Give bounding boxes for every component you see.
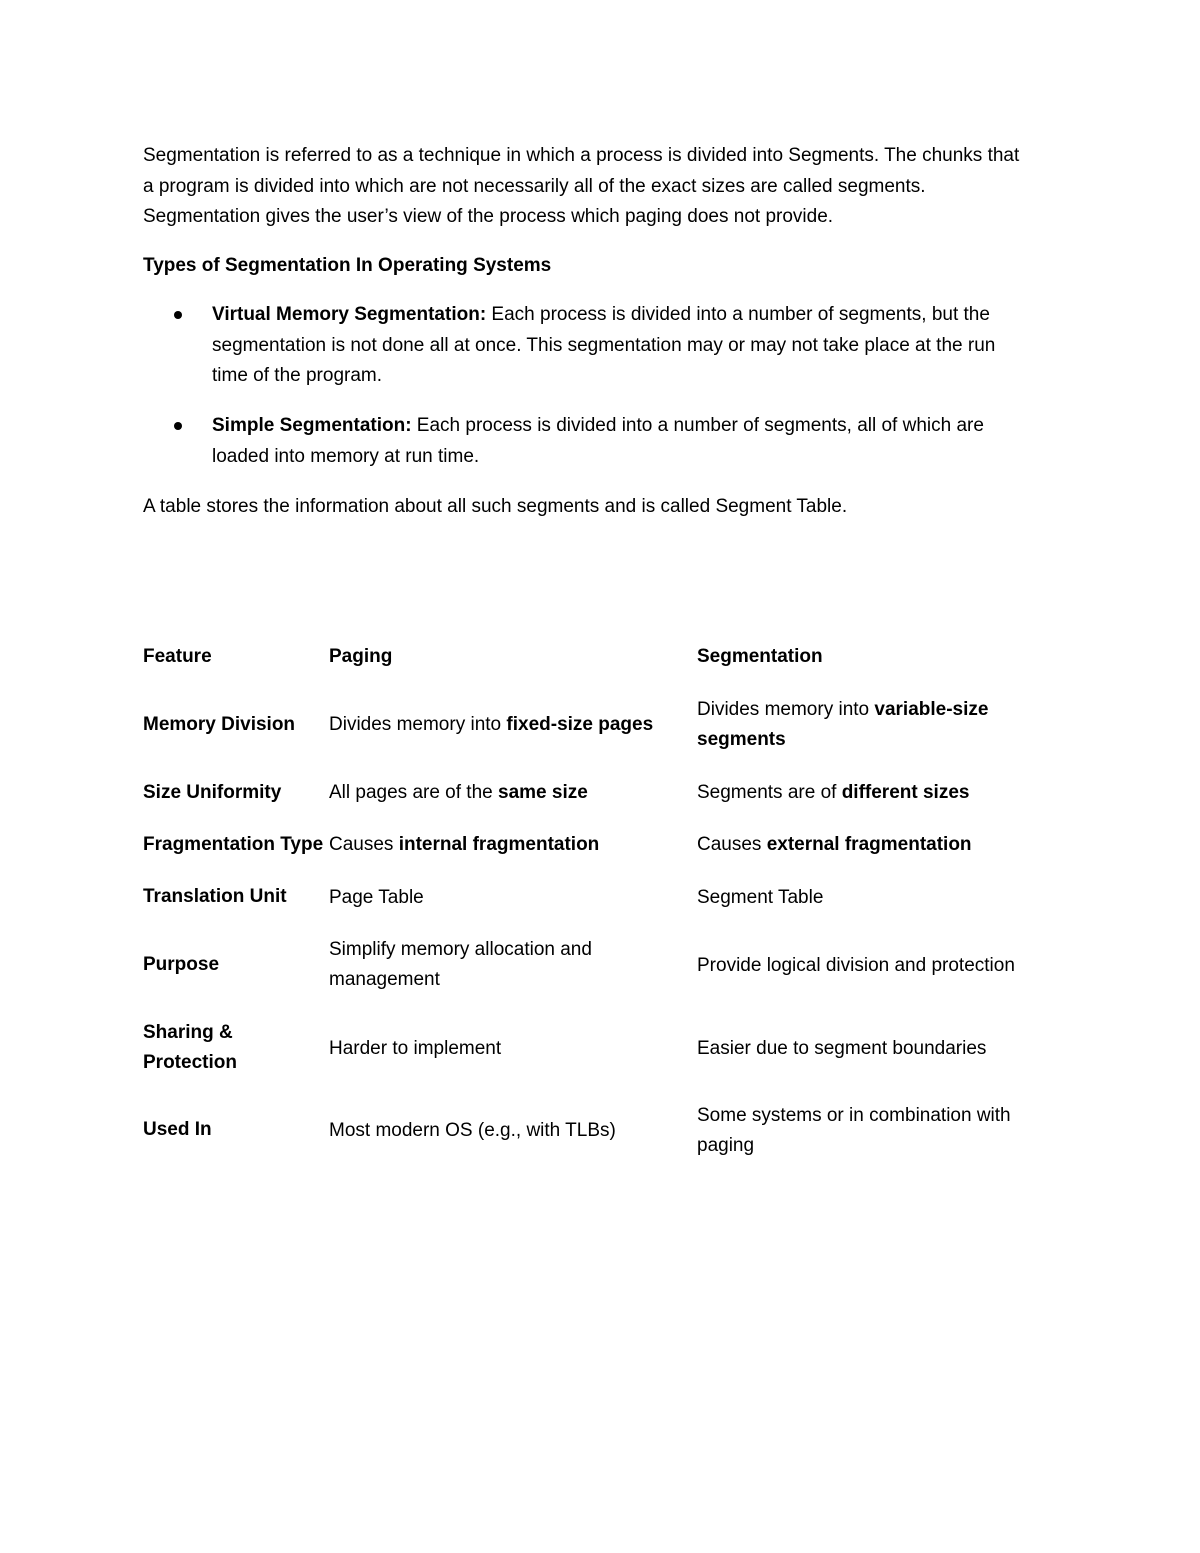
intro-paragraph xyxy=(143,141,1063,233)
table-cell-feature: Memory Division xyxy=(143,714,296,735)
intro-line: Segmentation gives the user’s view of the process which paging does not provide. xyxy=(143,206,834,227)
table-cell-segmentation: Easier due to segment boundaries xyxy=(697,1038,987,1059)
table-header-paging: Paging xyxy=(329,646,393,667)
table-cell-segmentation xyxy=(697,1101,1047,1161)
bullet-text: Each process is divided into a number of segments, but the xyxy=(486,304,990,325)
intro-line: a program is divided into which are not necessarily all of the exact sizes are called segments. xyxy=(143,175,926,197)
section-heading: Types of Segmentation In Operating Systems xyxy=(143,255,552,276)
cell-emphasis: same size xyxy=(498,782,588,803)
table-cell-paging: Most modern OS (e.g., with TLBs) xyxy=(329,1120,616,1141)
bullet-line: time of the program. xyxy=(212,365,383,386)
bullet-line: loaded into memory at run time. xyxy=(212,445,480,467)
cell-line: Simplify memory allocation and xyxy=(329,939,592,960)
bullet-item-virtual-memory xyxy=(212,300,1072,392)
table-cell-segmentation: Segment Table xyxy=(697,887,824,908)
table-cell-segmentation xyxy=(697,830,1047,860)
cell-text: Divides memory into xyxy=(329,714,507,735)
cell-text: Causes xyxy=(697,834,767,855)
cell-emphasis: variable-size xyxy=(874,699,989,720)
cell-emphasis: internal fragmentation xyxy=(398,834,600,855)
bullet-text: Each process is divided into a number of segments, all of which are xyxy=(411,415,984,436)
table-cell-paging xyxy=(329,935,679,995)
cell-line: management xyxy=(329,969,440,990)
table-cell-paging: Harder to implement xyxy=(329,1038,502,1059)
table-cell-paging: Page Table xyxy=(329,887,424,908)
table-cell-paging xyxy=(329,778,679,808)
table-cell-paging xyxy=(329,830,679,860)
bullet-term: Virtual Memory Segmentation: xyxy=(212,304,487,325)
table-header-feature: Feature xyxy=(143,646,212,667)
cell-text: All pages are of the xyxy=(329,782,498,803)
cell-emphasis: external fragmentation xyxy=(766,834,972,855)
cell-emphasis: segments xyxy=(697,729,786,750)
cell-line: Some systems or in combination with xyxy=(697,1105,1011,1126)
bullet-icon xyxy=(174,311,182,319)
bullet-icon xyxy=(174,422,182,430)
bullet-line xyxy=(212,300,1072,331)
intro-line: Segmentation is referred to as a technique in which a process is divided into Segments. The chunks that xyxy=(143,145,1020,166)
table-cell-feature: Purpose xyxy=(143,954,220,975)
table-cell-feature: Fragmentation Type xyxy=(143,834,324,855)
cell-text: Segments are of xyxy=(697,782,842,803)
cell-line xyxy=(697,695,1047,725)
table-cell-feature: Used In xyxy=(143,1119,212,1140)
table-cell-paging xyxy=(329,710,679,740)
cell-line: Sharing & xyxy=(143,1022,233,1043)
bullet-item-simple xyxy=(212,411,1072,472)
table-header-segmentation: Segmentation xyxy=(697,646,823,667)
bullet-term: Simple Segmentation: xyxy=(212,415,412,436)
table-cell-feature: Translation Unit xyxy=(143,886,287,907)
closing-paragraph: A table stores the information about all such segments and is called Segment Table. xyxy=(143,496,848,517)
cell-text: Causes xyxy=(329,834,399,855)
cell-line: Protection xyxy=(143,1052,237,1073)
table-cell-feature: Size Uniformity xyxy=(143,782,282,803)
bullet-line: segmentation is not done all at once. This segmentation may or may not take place at the run xyxy=(212,334,996,356)
cell-text: Divides memory into xyxy=(697,699,875,720)
table-cell-feature xyxy=(143,1018,325,1078)
cell-emphasis: fixed-size pages xyxy=(506,714,654,735)
cell-line: paging xyxy=(697,1135,755,1156)
table-cell-segmentation: Provide logical division and protection xyxy=(697,955,1015,976)
bullet-line xyxy=(212,411,1072,442)
cell-emphasis: different sizes xyxy=(841,782,970,803)
table-cell-segmentation xyxy=(697,778,1047,808)
table-cell-segmentation xyxy=(697,695,1047,755)
cell-line xyxy=(697,725,1047,755)
